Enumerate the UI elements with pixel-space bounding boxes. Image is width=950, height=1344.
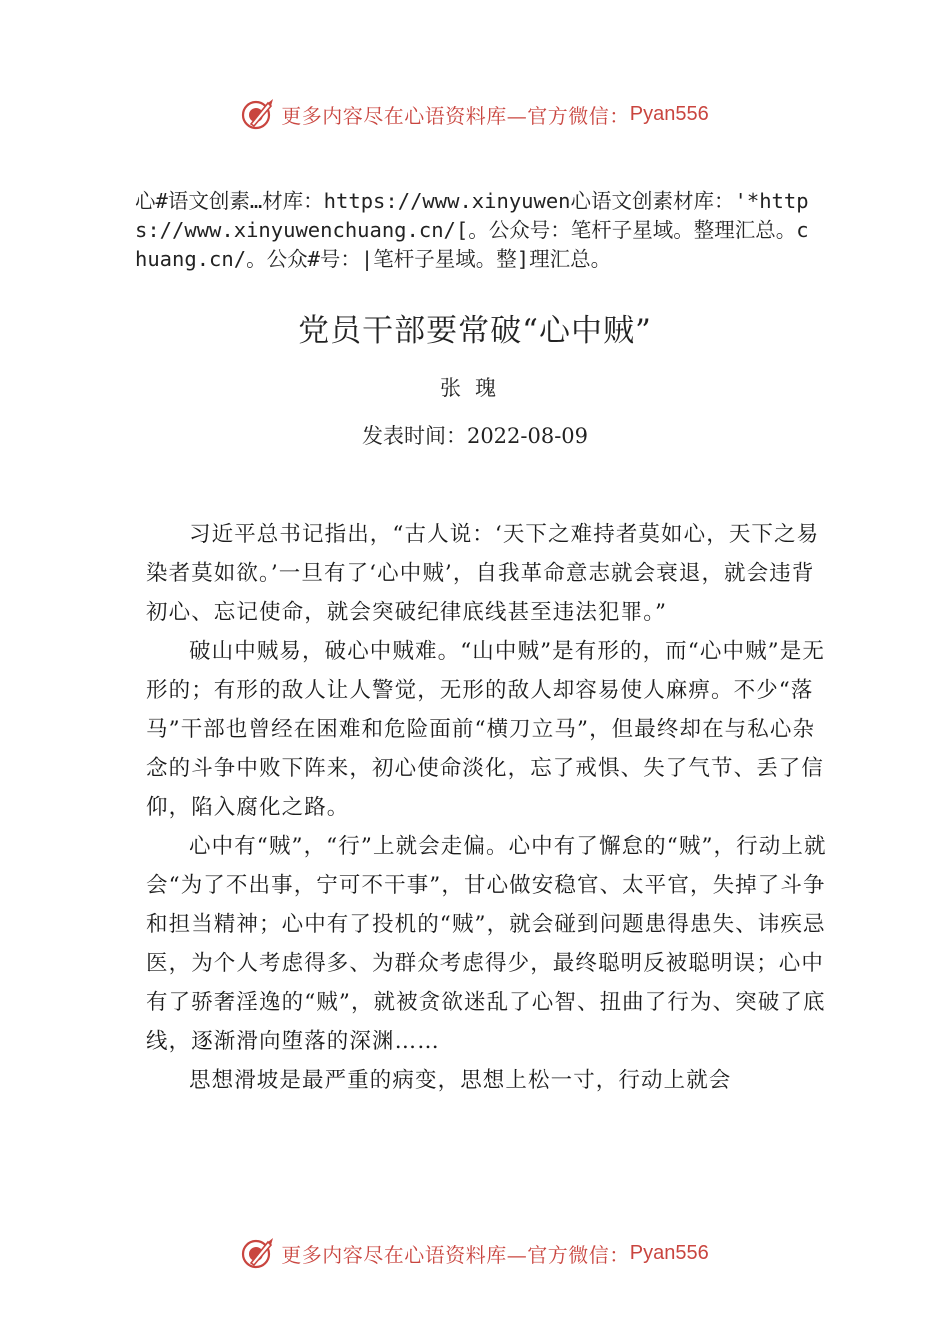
banner-text: 更多内容尽在心语资料库—官方微信： [281,103,630,128]
paragraph: 心中有“贼”，“行”上就会走偏。心中有了懈怠的“贼”，行动上就会“为了不出事，宁可不干事”，甘心做安稳官、太平官，失掉了斗争和担当精神；心中有了投机的“贼”，就会碰到问题患得患失、讳疾忌医，为个人考虑得多、为群众考虑得少，最终聪明反被聪明误；心中有了骄奢淫逸的“贼”，就被贪欲迷乱了心智、扭曲了行为、突破了底线，逐渐滑向堕落的深渊…… [146,834,827,1054]
article-title: 党员干部要常破“心中贼” [298,313,652,349]
quill-pen-logo-icon [241,97,275,131]
bottom-banner [0,1233,950,1273]
paragraph: 破山中贼易，破心中贼难。“山中贼”是有形的，而“心中贼”是无形的；有形的敌人让人警觉，无形的敌人却容易使人麻痹。不少“落马”干部也曾经在困难和危险面前“横刀立马”，但最终却在与私心杂念的斗争中败下阵来，初心使命淡化，忘了戒惧、失了气节、丢了信仰，陷入腐化之路。 [146,639,825,820]
publish-date-label: 发表时间： [361,424,467,448]
watermark-text: 心#语文创素…材库：https://www.xinyuwen心语文创素材库：'*https://www.xinyuwenchuang.cn/[。公众号：笔杆子星域。整理汇总。chuang.cn/。公众#号：|笔杆子星域。整]理汇总。 [135,189,809,271]
top-banner [0,94,950,134]
paragraph: 习近平总书记指出，“古人说：‘天下之难持者莫如心，天下之易染者莫如欲。’一旦有了‘心中贼’，自我革命意志就会衰退，就会违背初心、忘记使命，就会突破纪律底线甚至违法犯罪。” [146,522,820,625]
quill-pen-logo-icon [241,1236,275,1270]
article-author: 张瑰 [440,376,510,400]
paragraph: 思想滑坡是最严重的病变，思想上松一寸，行动上就会 [189,1068,732,1093]
publish-date [0,420,950,450]
publish-date-value: 2022-08-09 [466,424,589,448]
article-body [146,515,831,1100]
banner-text: 更多内容尽在心语资料库—官方微信： [281,1242,630,1267]
banner-wechat-id: Pyan556 [629,1241,709,1264]
banner-wechat-id: Pyan556 [629,102,709,125]
